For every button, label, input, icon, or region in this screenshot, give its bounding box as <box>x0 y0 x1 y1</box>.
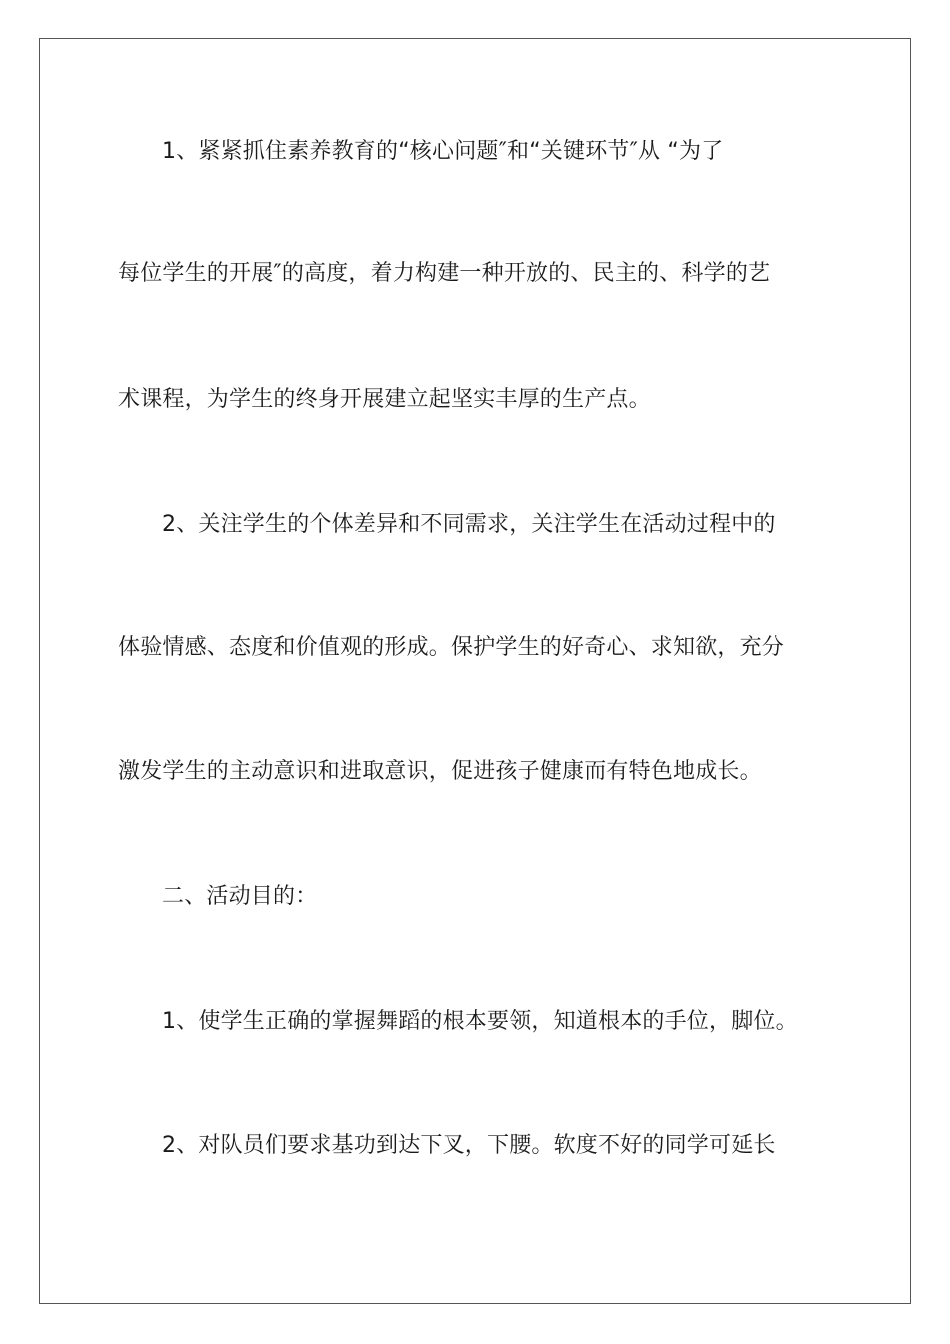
paragraph-1-line-3: 术课程，为学生的终身开展建立起坚实丰厚的生产点。 <box>118 387 651 412</box>
paragraph-1-line-2: 每位学生的开展″的高度，着力构建一种开放的、民主的、科学的艺 <box>118 261 771 286</box>
paragraph-2-line-3: 激发学生的主动意识和进取意识，促进孩子健康而有特色地成长。 <box>118 759 762 784</box>
paragraph-2-line-2: 体验情感、态度和价值观的形成。保护学生的好奇心、求知欲，充分 <box>118 635 785 660</box>
paragraph-2-line-1: 2、关注学生的个体差异和不同需求，关注学生在活动过程中的 <box>162 512 776 537</box>
paragraph-1-line-1: 1、紧紧抓住素养教育的“核心问题″和“关键环节″从 “为了 <box>162 139 724 164</box>
section-heading: 二、活动目的： <box>162 884 318 909</box>
goal-item-2: 2、对队员们要求基功到达下叉，下腰。软度不好的同学可延长 <box>162 1133 776 1158</box>
page-border <box>39 38 911 1304</box>
goal-item-1: 1、使学生正确的掌握舞蹈的根本要领，知道根本的手位，脚位。 <box>162 1009 798 1034</box>
